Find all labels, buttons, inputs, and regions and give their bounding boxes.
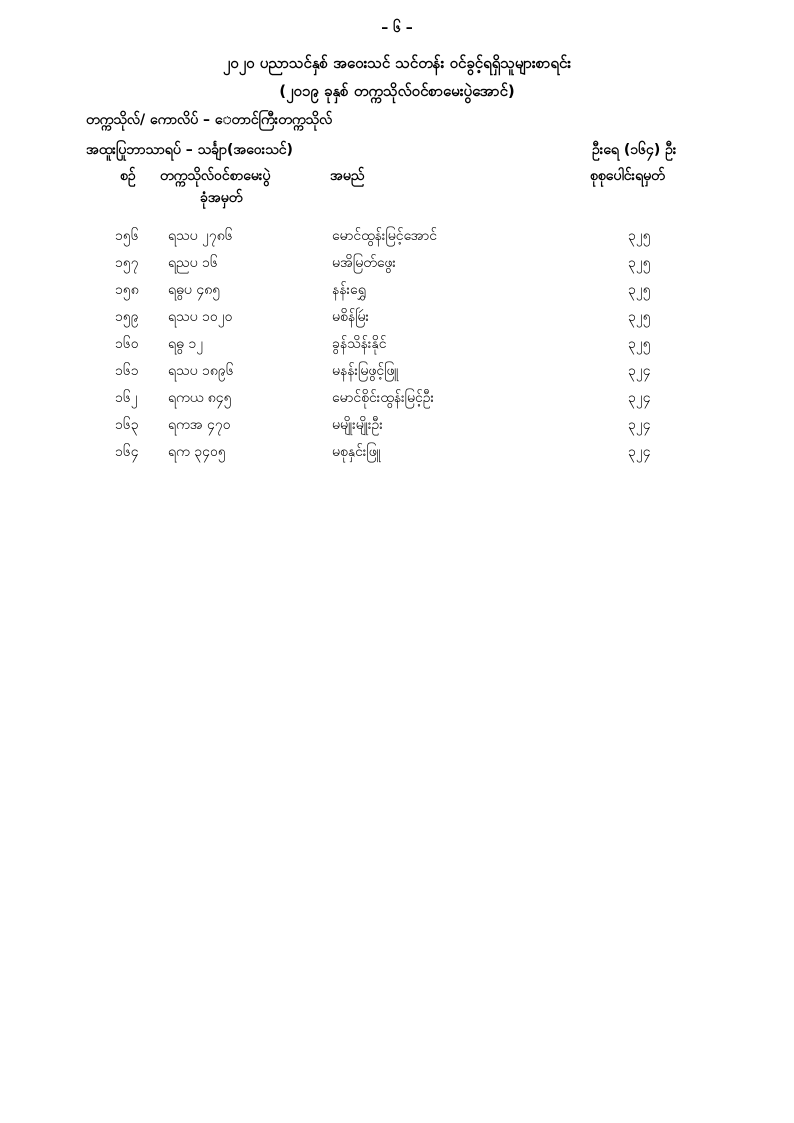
serial-cell: ၁၆၂ xyxy=(115,390,138,406)
marks-cell: ၃၂၄ xyxy=(628,363,651,379)
marks-cell: ၃၂၅ xyxy=(628,228,651,244)
header-total-marks: စုစုပေါင်းရမှတ် xyxy=(590,168,665,184)
document-subtitle: (၂၀၁၉ ခုနှစ် တက္ကသိုလ်ဝင်စာမေးပွဲအောင်) xyxy=(279,82,515,100)
total-count: ဦးရေ (၁၆၄) ဦး xyxy=(592,142,677,158)
serial-cell: ၁၅၆ xyxy=(115,228,139,244)
serial-cell: ၁၅၉ xyxy=(115,309,139,325)
roll-number-cell: ရကအ ၄၇၀ xyxy=(168,417,231,433)
name-cell: မစိန်မြဴး xyxy=(332,309,370,325)
serial-cell: ၁၅၈ xyxy=(115,282,139,298)
roll-number-cell: ရညပ ၁၆ xyxy=(168,255,218,271)
roll-number-cell: ရဓွ ၁၂ xyxy=(168,336,204,352)
table-row xyxy=(0,415,794,442)
serial-cell: ၁၆၁ xyxy=(115,363,139,379)
roll-number-cell: ရဓွပ ၄၈၅ xyxy=(168,282,221,298)
roll-number-cell: ရသပ ၁၈၉၆ xyxy=(168,363,234,379)
header-serial: စဉ် xyxy=(120,168,136,184)
table-row xyxy=(0,334,794,361)
roll-number-cell: ရက ၃၄၀၅ xyxy=(168,444,226,460)
header-roll-number: ခုံအမှတ် xyxy=(200,190,243,206)
marks-cell: ၃၂၅ xyxy=(628,309,651,325)
name-cell: နန်းရွှေ xyxy=(332,282,366,298)
university-line: တက္ကသိုလ်/ ကောလိပ် – ‌ေတာင်ကြီးတက္ကသိုလ် xyxy=(86,112,333,128)
serial-cell: ၁၆၄ xyxy=(115,444,139,460)
table-row xyxy=(0,253,794,280)
name-cell: မောင်စိုင်းထွန်းမြင့်ဦး xyxy=(332,390,435,406)
marks-cell: ၃၂၄ xyxy=(628,390,651,406)
specialization-line: အထူးပြုဘာသာရပ် – သင်္ချာ(အဝေးသင်) xyxy=(86,142,293,158)
roll-number-cell: ရသပ ၂၇၈၆ xyxy=(168,228,233,244)
marks-cell: ၃၂၅ xyxy=(628,282,651,298)
table-row xyxy=(0,388,794,415)
name-cell: မအိမြတ်ဖွေး xyxy=(332,255,396,271)
roll-number-cell: ရသပ ၁၀၂၀ xyxy=(168,309,233,325)
serial-cell: ၁၅၇ xyxy=(115,255,139,271)
results-table xyxy=(0,226,794,469)
marks-cell: ၃၂၄ xyxy=(628,444,651,460)
table-row xyxy=(0,280,794,307)
name-cell: မစုနှင်းဖြူ xyxy=(332,444,381,460)
name-cell: ခွန်သိန်းနိုင် xyxy=(332,336,387,352)
serial-cell: ၁၆၀ xyxy=(115,336,139,352)
marks-cell: ၃၂၄ xyxy=(628,417,651,433)
marks-cell: ၃၂၅ xyxy=(628,336,651,352)
header-name: အမည် xyxy=(330,168,365,184)
name-cell: မောင်ထွန်းမြင့်အောင် xyxy=(332,228,437,244)
document-title: ၂၀၂၀ ပညာသင်နှစ် အဝေးသင် သင်တန်း ဝင်ခွင့်ရရှိသူများစာရင်း xyxy=(222,54,572,72)
name-cell: မနန်းမြဖွင့်ဖြူ xyxy=(332,363,399,379)
marks-cell: ၃၂၅ xyxy=(628,255,651,271)
table-row xyxy=(0,361,794,388)
roll-number-cell: ရကယ ၈၄၅ xyxy=(168,390,232,406)
table-row xyxy=(0,226,794,253)
header-exam: တက္ကသိုလ်ဝင်စာမေးပွဲ xyxy=(160,168,271,184)
table-row xyxy=(0,307,794,334)
table-row xyxy=(0,442,794,469)
name-cell: မမျိုးမျိုးဦး xyxy=(332,417,383,433)
page-number: – ၆ – xyxy=(381,20,413,36)
serial-cell: ၁၆၃ xyxy=(115,417,139,433)
